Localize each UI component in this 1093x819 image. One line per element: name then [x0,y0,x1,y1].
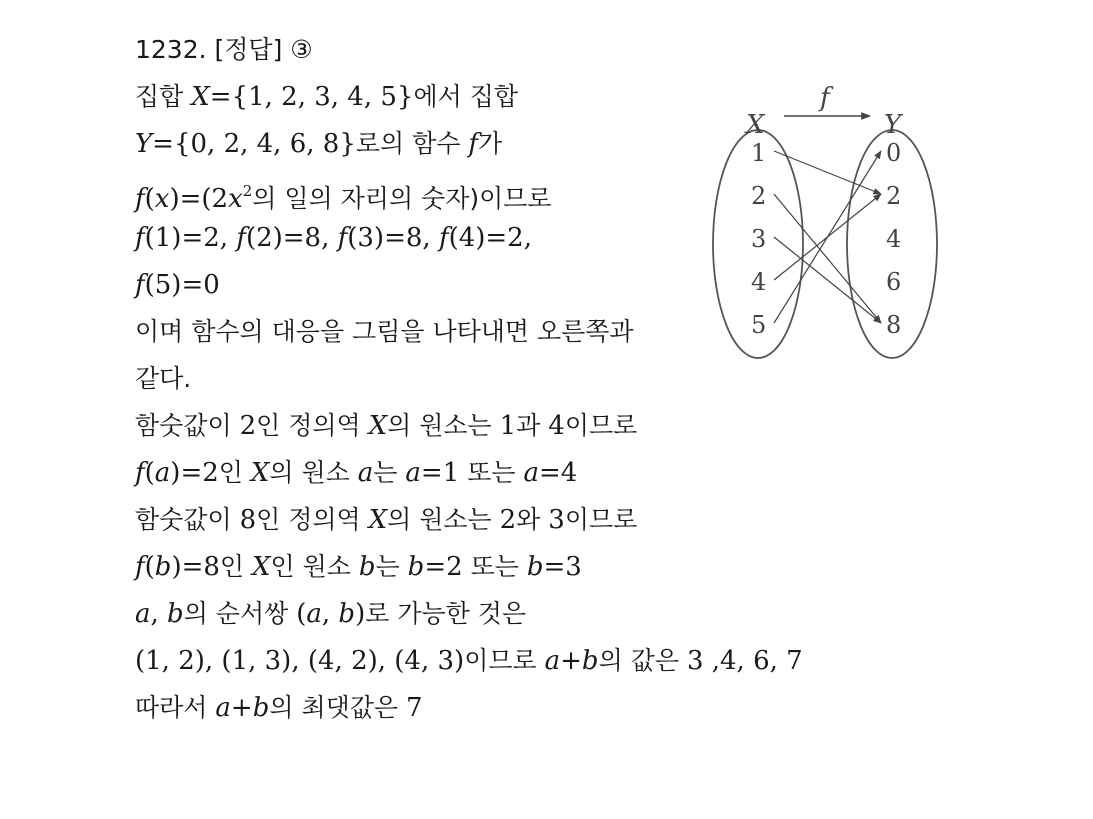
text-segment: 이며 함수의 대응을 그림을 나타내면 오른쪽과 [135,317,634,346]
math-expression: b [338,599,356,629]
math-expression: ) [355,599,366,629]
math-expression: (1, 2), (1, 3), (4, 2), (4, 3) [135,646,465,676]
math-expression: f [438,223,449,253]
text-segment: 의 원소는 [387,505,500,534]
solution-line [135,176,552,214]
math-expression: + [560,646,582,676]
math-expression: b [167,599,184,629]
math-expression: f [135,270,145,300]
math-expression: ( [144,184,155,214]
math-expression: 3 ,4, 6, 7 [686,646,803,676]
math-expression: =4 [538,458,578,488]
math-expression: b [252,693,270,723]
solution-line [135,129,502,159]
math-expression: b [407,552,425,582]
math-expression: )=2 [170,458,219,488]
domain-element: 3 [751,225,767,253]
text-segment: 이므로 [564,505,638,534]
text-segment: 는 [373,458,406,487]
math-expression: f [135,184,145,214]
codomain-element: 2 [886,182,902,210]
codomain-element: 6 [886,268,902,296]
solution-line [135,364,191,394]
codomain-element: 0 [886,139,902,167]
math-expression: X [191,82,210,112]
math-expression: 8 [239,505,257,535]
text-segment: 가 [478,129,503,158]
math-expression: f [135,223,145,253]
math-expression: b [526,552,544,582]
codomain-set-label: Y [884,110,902,140]
text-segment: 이므로 [464,646,545,675]
domain-element: 2 [751,182,767,210]
math-expression: f [337,223,348,253]
math-expression: , [150,599,168,629]
math-expression: (3)=8, [347,223,439,253]
solution-line [135,458,577,488]
math-expression: a [357,458,374,488]
math-expression: f [135,552,145,582]
text-segment: 인 [218,458,251,487]
domain-element: 1 [751,139,767,167]
text-segment: 따라서 [135,693,216,722]
solution-line [135,693,423,723]
math-expression: (2)=8, [245,223,338,253]
mapping-arrows [774,151,881,323]
text-segment: 는 [375,552,408,581]
text-segment: 로의 함수 [355,129,469,158]
domain-values [751,139,766,339]
answer-value: ③ [290,35,313,64]
text-segment: 와 [516,505,549,534]
mapping-arrow [774,194,881,323]
solution-line [135,270,220,300]
codomain-element: 8 [886,311,902,339]
math-expression: ={0, 2, 4, 6, 8} [152,129,356,159]
domain-element: 5 [751,311,767,339]
math-expression: =3 [543,552,582,582]
math-expression: f [236,223,246,253]
math-expression: )=8 [171,552,220,582]
text-segment: 의 일의 자리의 숫자)이므로 [252,184,552,213]
math-expression: 2 [242,182,253,200]
codomain-element: 4 [886,225,902,253]
text-segment: 에서 집합 [413,82,519,111]
math-expression: a [154,458,171,488]
text-segment: 이므로 [564,411,638,440]
math-expression: (5)=0 [144,270,220,300]
math-expression: )=(2 [169,184,229,214]
solution-line [135,599,526,629]
text-segment: 의 원소 [269,458,358,487]
math-expression: ( [144,552,155,582]
math-expression: 1 [499,411,517,441]
codomain-values [886,139,901,339]
math-expression: (4)=2, [448,223,532,253]
math-expression: a [523,458,539,488]
math-expression: f [135,458,145,488]
math-expression: b [154,552,172,582]
math-expression: x [228,184,243,214]
text-segment: 인 [219,552,253,581]
math-expression: b [358,552,376,582]
math-expression: 7 [406,693,423,723]
text-segment: 의 순서쌍 [183,599,297,628]
math-expression: (1)=2, [144,223,237,253]
domain-set-label: X [746,110,765,140]
math-expression: f [468,129,478,159]
text-segment: 또는 [462,552,527,581]
text-segment: 같다. [135,364,192,393]
math-expression: 2 [499,505,517,535]
solution-line [135,223,532,253]
math-expression: x [154,184,170,214]
text-segment: 의 원소는 [387,411,500,440]
text-segment: 또는 [459,458,524,487]
text-segment: 로 가능한 것은 [365,599,527,628]
math-expression: ( [296,599,307,629]
solution-line [135,411,637,441]
math-expression: Y [135,129,153,159]
text-segment: 의 값은 [598,646,687,675]
math-expression: a [405,458,421,488]
math-expression: 2 [239,411,257,441]
mapping-arrow [774,237,881,323]
answer-label: [정답] [214,35,283,64]
mapping-arrow [774,151,881,323]
math-expression: ={1, 2, 3, 4, 5} [209,82,414,112]
math-expression: , [321,599,339,629]
math-expression: =2 [424,552,463,582]
math-expression: 4 [548,411,565,441]
function-mapping-diagram [700,78,950,368]
solution-line [135,317,634,347]
text-segment: 의 최댓값은 [269,693,407,722]
math-expression: 3 [548,505,565,535]
function-label: f [820,83,830,113]
text-segment: 인 정의역 [256,505,369,534]
problem-number: 1232. [135,35,207,64]
math-expression: X [368,411,388,441]
text-segment: 집합 [135,82,192,111]
math-expression: a [215,693,231,723]
mapping-arrow [774,151,881,194]
math-expression: b [581,646,599,676]
solution-line [135,82,518,112]
math-expression: a [544,646,561,676]
math-expression: a [135,599,151,629]
text-segment: 인 정의역 [256,411,369,440]
math-expression: a [306,599,322,629]
text-segment: 함숫값이 [135,505,240,534]
math-expression: =1 [420,458,460,488]
answer-heading [135,35,313,65]
text-segment: 함숫값이 [135,411,240,440]
text-segment: 인 원소 [270,552,359,581]
solution-line [135,646,803,676]
text-segment: 과 [516,411,549,440]
math-expression: X [250,458,270,488]
math-expression: X [368,505,388,535]
solution-line [135,505,637,535]
domain-element: 4 [751,268,767,296]
math-expression: X [252,552,271,582]
math-expression: ( [144,458,155,488]
solution-line [135,552,582,582]
math-expression: + [230,693,253,723]
